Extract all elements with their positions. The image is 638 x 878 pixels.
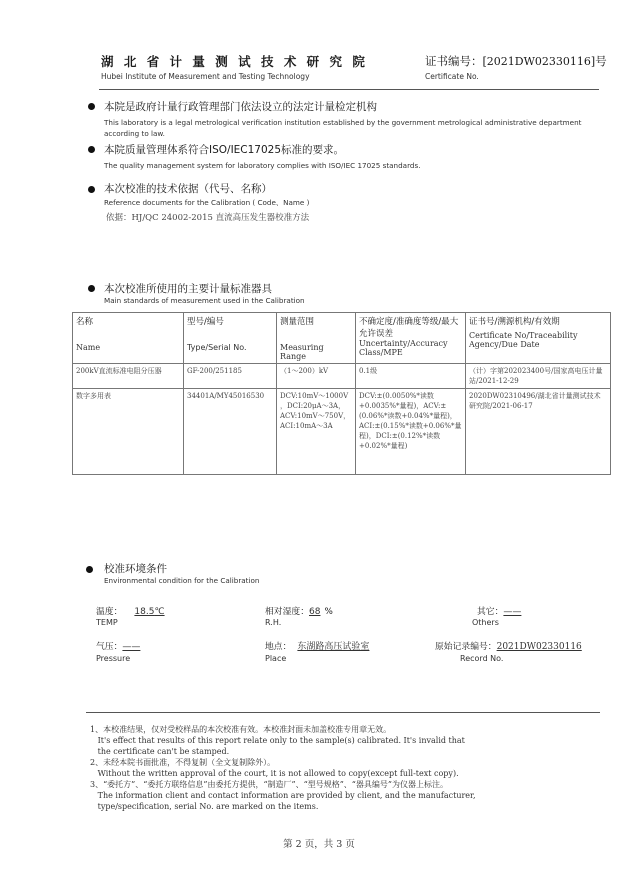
humidity-value: 68 <box>309 607 321 617</box>
statement-2-cn: 本院质量管理体系符合ISO/IEC17025标准的要求。 <box>104 144 345 156</box>
place-label-en: Place <box>265 654 287 663</box>
bullet-icon <box>86 566 93 573</box>
standards-title-en: Main standards of measurement used in the Calibration <box>104 296 305 305</box>
standards-table <box>72 312 611 475</box>
notes <box>90 724 476 812</box>
statement-1-en: This laboratory is a legal metrological verification institution established by the government metrological administrative department according to law. <box>104 118 582 138</box>
record-field: 原始记录编号：2021DW02330116 <box>435 642 582 652</box>
temperature-value: 18.5℃ <box>134 607 165 617</box>
table-cell: 0.1级 <box>356 364 466 389</box>
note-line: type/specification, serial No. are marked on the items. <box>90 802 319 811</box>
note-line: the certificate can't be stamped. <box>90 747 230 756</box>
statement-1-cn: 本院是政府计量行政管理部门依法设立的法定计量检定机构 <box>104 101 377 113</box>
table-cell: 2020DW02310496/湖北省计量测试技术研究院/2021-06-17 <box>466 389 611 475</box>
note-line: 2、未经本院书面批准，不得复制（全文复制除外）。 <box>90 758 276 767</box>
table-header-row <box>73 313 611 364</box>
record-value: 2021DW02330116 <box>496 642 582 652</box>
notes-divider <box>86 712 600 713</box>
pressure-field: 气压：—— <box>96 642 141 652</box>
note-line: Without the written approval of the court, it is not allowed to copy(except full-text copy). <box>90 769 459 778</box>
institute-name-en: Hubei Institute of Measurement and Testing Technology <box>101 72 310 81</box>
table-cell: （1～200）kV <box>277 364 356 389</box>
header-cell: 不确定度/准确度等级/最大允许误差 Uncertainty/Accuracy Class/MPE <box>356 313 466 364</box>
humidity-field: 相对湿度：68 % <box>265 607 333 617</box>
temperature-label-en: TEMP <box>96 618 118 627</box>
pressure-value: —— <box>122 642 141 652</box>
certificate-label-en: Certificate No. <box>425 72 479 81</box>
table-cell: 数字多用表 <box>73 389 184 475</box>
table-cell: 34401A/MY45016530 <box>184 389 277 475</box>
other-value: —— <box>503 607 522 617</box>
bullet-icon <box>88 186 95 193</box>
header-cell: 测量范围 Measuring Range <box>277 313 356 364</box>
certificate-label: 证书编号： <box>425 54 483 68</box>
header-divider <box>99 89 599 90</box>
calibration-basis: 依据：HJ/QC 24002-2015 直流高压发生器校准方法 <box>106 213 310 223</box>
place-field: 地点： 东湖路高压试验室 <box>265 642 370 652</box>
table-cell: DCV:10mV～1000V ，DCI:20μA～3A， ACV:10mV～750V， ACI:10mA～3A <box>277 389 356 475</box>
other-field: 其它：—— <box>477 607 522 617</box>
header-cell: 名称 Name <box>73 313 184 364</box>
table-row <box>73 364 611 389</box>
statement-3-cn: 本次校准的技术依据（代号、名称） <box>104 183 272 195</box>
temperature-field: 温度： 18.5℃ <box>96 607 165 617</box>
place-value: 东湖路高压试验室 <box>297 642 370 652</box>
environment-title-cn: 校准环境条件 <box>104 563 167 575</box>
header-cell: 型号/编号 Type/Serial No. <box>184 313 277 364</box>
statement-3-en: Reference documents for the Calibration ( Code、Name ) <box>104 198 310 207</box>
note-line: It's effect that results of this report relate only to the sample(s) calibrated. It's invalid that <box>90 736 465 745</box>
table-cell: GF-200/251185 <box>184 364 277 389</box>
table-row <box>73 389 611 475</box>
certificate-number-line <box>425 53 607 69</box>
statement-2-en: The quality management system for laboratory complies with ISO/IEC 17025 standards. <box>104 161 421 170</box>
note-line: The information client and contact information are provided by client, and the manufacturer, <box>90 791 476 800</box>
table-cell: DCV:±(0.0050%*读数+0.0035%*量程)，ACV:±(0.06%*读数+0.04%*量程)，ACI:±(0.15%*读数+0.06%*量程)，DCI:±(0.12%*读数+0.02%*量程) <box>356 389 466 475</box>
table-cell: （计）字第202023400号/国家高电压计量站/2021-12-29 <box>466 364 611 389</box>
record-label-en: Record No. <box>460 654 504 663</box>
bullet-icon <box>88 146 95 153</box>
institute-name-cn: 湖 北 省 计 量 测 试 技 术 研 究 院 <box>101 54 368 69</box>
other-label-en: Others <box>472 618 499 627</box>
standards-title-cn: 本次校准所使用的主要计量标准器具 <box>104 283 272 295</box>
page-number: 第 2 页，共 3 页 <box>283 839 355 850</box>
bullet-icon <box>88 285 95 292</box>
certificate-suffix: 号 <box>595 54 607 68</box>
bullet-icon <box>88 103 95 110</box>
note-line: 1、本校准结果，仅对受校样品的本次校准有效。本校准封面未加盖校准专用章无效。 <box>90 725 392 734</box>
table-cell: 200kV直流标准电阻分压器 <box>73 364 184 389</box>
certificate-number: [2021DW02330116] <box>482 55 596 68</box>
pressure-label-en: Pressure <box>96 654 131 663</box>
humidity-label-en: R.H. <box>265 618 282 627</box>
environment-title-en: Environmental condition for the Calibration <box>104 576 260 585</box>
note-line: 3、“委托方”、“委托方联络信息”由委托方提供，“制造厂”、“型号规格”、“器具编号”为仪器上标注。 <box>90 780 448 789</box>
header-cell: 证书号/溯源机构/有效期 Certificate No/Traceability Agency/Due Date <box>466 313 611 364</box>
